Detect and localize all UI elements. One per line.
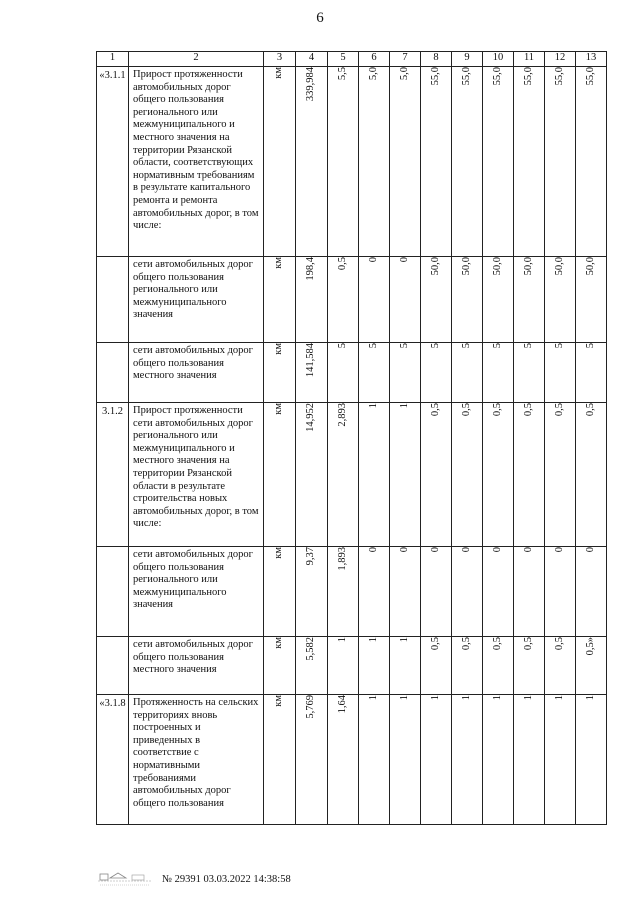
column-header: 1 (97, 52, 129, 67)
row-unit-cell (264, 403, 296, 547)
row-value-cell (328, 695, 359, 825)
row-value: 5 (553, 343, 565, 349)
row-value: 55,0 (491, 67, 503, 86)
row-value-cell (514, 637, 545, 695)
row-value-cell (483, 547, 514, 637)
row-value: 198,4 (305, 257, 317, 281)
row-value-cell (328, 67, 359, 257)
row-value: 55,0 (584, 67, 596, 86)
row-value: 1 (429, 695, 441, 701)
row-unit: км (273, 403, 285, 415)
row-value: 1 (398, 637, 410, 643)
row-value-cell (421, 695, 452, 825)
row-value-cell (483, 695, 514, 825)
row-value: 0 (367, 547, 379, 553)
row-value-cell (421, 403, 452, 547)
row-value: 55,0 (429, 67, 441, 86)
row-value-cell (576, 343, 607, 403)
row-value-cell (483, 257, 514, 343)
row-value: 5,0 (367, 67, 379, 81)
row-value: 1 (367, 637, 379, 643)
row-description: сети автомобильных дорог общего пользования местного значения (129, 343, 264, 403)
row-value-cell (545, 257, 576, 343)
row-code (97, 547, 129, 637)
column-header: 11 (514, 52, 545, 67)
table-row (97, 547, 607, 637)
row-value: 50,0 (460, 257, 472, 276)
row-value-cell (576, 257, 607, 343)
row-value-cell (328, 547, 359, 637)
row-value-cell (359, 637, 390, 695)
row-value: 0,5 (491, 637, 503, 651)
row-value: 5 (398, 343, 410, 349)
row-value-cell (514, 343, 545, 403)
row-value: 0 (398, 547, 410, 553)
table-row (97, 67, 607, 257)
row-value: 1 (398, 695, 410, 701)
row-value: 1 (522, 695, 534, 701)
row-value-cell (390, 67, 421, 257)
row-description: Прирост протяженности сети автомобильных дорог регионального или межмуниципального и местного значения на территории Рязанской области в результате строительства новых автомобильных дорог, в том числе: (129, 403, 264, 547)
row-value-cell (483, 343, 514, 403)
header-row (97, 52, 607, 67)
row-value-cell (296, 257, 328, 343)
row-description: сети автомобильных дорог общего пользования регионального или межмуниципального значения (129, 257, 264, 343)
footer (96, 866, 496, 896)
row-value-cell (390, 343, 421, 403)
row-value-cell (359, 547, 390, 637)
row-value-cell (390, 637, 421, 695)
registration-number: № 29391 03.03.2022 14:38:58 (162, 874, 291, 885)
row-unit: км (273, 547, 285, 559)
column-header: 10 (483, 52, 514, 67)
row-value-cell (514, 67, 545, 257)
row-value-cell (452, 343, 483, 403)
row-value-cell (576, 67, 607, 257)
row-value: 0,5 (491, 403, 503, 417)
table-row (97, 637, 607, 695)
row-code: «3.1.8 (97, 695, 129, 825)
row-unit-cell (264, 257, 296, 343)
row-value: 14,952 (305, 403, 317, 432)
row-value-cell (390, 403, 421, 547)
row-unit: км (273, 67, 285, 79)
row-value: 5 (491, 343, 503, 349)
table-row (97, 257, 607, 343)
row-value: 50,0 (429, 257, 441, 276)
row-value-cell (483, 67, 514, 257)
row-value: 0,5 (460, 403, 472, 417)
row-unit-cell (264, 343, 296, 403)
row-value-cell (545, 547, 576, 637)
row-value-cell (576, 547, 607, 637)
row-value-cell (296, 695, 328, 825)
row-value: 0 (491, 547, 503, 553)
row-value: 5,5 (336, 67, 348, 81)
row-code: «3.1.1 (97, 67, 129, 257)
row-value: 2,893 (336, 403, 348, 427)
row-description: сети автомобильных дорог общего пользования местного значения (129, 637, 264, 695)
row-value-cell (359, 403, 390, 547)
row-value-cell (452, 67, 483, 257)
row-value: 339,984 (305, 67, 317, 102)
row-value-cell (328, 257, 359, 343)
row-value: 50,0 (491, 257, 503, 276)
row-value-cell (359, 257, 390, 343)
row-value: 0,5» (584, 637, 596, 656)
row-value: 0 (553, 547, 565, 553)
row-value: 141,584 (305, 343, 317, 378)
row-value: 0 (522, 547, 534, 553)
row-value-cell (421, 257, 452, 343)
row-description: Протяженность на сельских территориях вновь построенных и приведенных в соответствие с нормативными требованиями автомобильных дорог общего пользования (129, 695, 264, 825)
row-code: 3.1.2 (97, 403, 129, 547)
row-value-cell (452, 695, 483, 825)
row-value: 1,893 (336, 547, 348, 571)
row-value-cell (296, 67, 328, 257)
row-value: 0,5 (584, 403, 596, 417)
row-value: 0,5 (429, 637, 441, 651)
row-value-cell (452, 403, 483, 547)
row-value-cell (514, 695, 545, 825)
row-value: 5 (429, 343, 441, 349)
row-value-cell (545, 343, 576, 403)
row-unit: км (273, 343, 285, 355)
row-value: 5,0 (398, 67, 410, 81)
row-value: 0 (429, 547, 441, 553)
row-value: 5 (584, 343, 596, 349)
row-value-cell (514, 257, 545, 343)
row-value: 0,5 (522, 403, 534, 417)
row-value: 50,0 (553, 257, 565, 276)
row-value-cell (328, 403, 359, 547)
row-value-cell (390, 257, 421, 343)
row-value-cell (359, 695, 390, 825)
row-value-cell (452, 637, 483, 695)
row-value-cell (359, 343, 390, 403)
row-value-cell (296, 403, 328, 547)
row-value-cell (452, 257, 483, 343)
row-value: 0,5 (460, 637, 472, 651)
column-header: 12 (545, 52, 576, 67)
row-value-cell (545, 695, 576, 825)
row-unit-cell (264, 637, 296, 695)
row-value: 1 (367, 695, 379, 701)
row-value: 1 (553, 695, 565, 701)
row-value: 0,5 (336, 257, 348, 271)
page-number: 6 (316, 10, 324, 26)
row-value: 9,37 (305, 547, 317, 566)
row-value: 5 (336, 343, 348, 349)
row-value: 1 (398, 403, 410, 409)
row-value: 1 (367, 403, 379, 409)
row-description: Прирост протяженности автомобильных дорог общего пользования регионального или межмуниципального и местного значения на территории Рязанской области, соответствующих нормативным требованиям в результате капитального ремонта и ремонта автомобильных дорог, в том числе: (129, 67, 264, 257)
row-value-cell (576, 403, 607, 547)
row-value: 55,0 (553, 67, 565, 86)
column-header: 9 (452, 52, 483, 67)
row-unit: км (273, 257, 285, 269)
row-value-cell (359, 67, 390, 257)
column-header: 6 (359, 52, 390, 67)
column-header: 2 (129, 52, 264, 67)
row-value: 1 (336, 637, 348, 643)
row-value-cell (296, 547, 328, 637)
row-value: 0 (460, 547, 472, 553)
row-value: 1 (491, 695, 503, 701)
row-code (97, 257, 129, 343)
row-value: 5 (367, 343, 379, 349)
row-unit-cell (264, 695, 296, 825)
row-value: 0,5 (522, 637, 534, 651)
row-value: 5,582 (305, 637, 317, 661)
table-row (97, 343, 607, 403)
row-value: 0 (398, 257, 410, 263)
row-value-cell (514, 547, 545, 637)
row-value: 0 (367, 257, 379, 263)
row-value-cell (514, 403, 545, 547)
row-value: 5,769 (305, 695, 317, 719)
row-value: 0,5 (553, 637, 565, 651)
column-header: 7 (390, 52, 421, 67)
row-value: 50,0 (522, 257, 534, 276)
row-unit-cell (264, 67, 296, 257)
column-header: 3 (264, 52, 296, 67)
row-value: 5 (460, 343, 472, 349)
table-row (97, 695, 607, 825)
column-header: 8 (421, 52, 452, 67)
row-value: 1 (460, 695, 472, 701)
row-value-cell (545, 637, 576, 695)
row-value-cell (296, 637, 328, 695)
row-value: 0 (584, 547, 596, 553)
row-value-cell (390, 547, 421, 637)
row-value-cell (545, 67, 576, 257)
column-header: 13 (576, 52, 607, 67)
table-row (97, 403, 607, 547)
row-value: 0,5 (553, 403, 565, 417)
row-value: 1 (584, 695, 596, 701)
row-value-cell (452, 547, 483, 637)
row-unit: км (273, 637, 285, 649)
row-value-cell (421, 67, 452, 257)
row-value-cell (328, 343, 359, 403)
row-value-cell (328, 637, 359, 695)
row-value-cell (483, 637, 514, 695)
registration-stamp-icon (96, 868, 154, 890)
row-value: 50,0 (584, 257, 596, 276)
row-description: сети автомобильных дорог общего пользования регионального или межмуниципального значения (129, 547, 264, 637)
column-header: 4 (296, 52, 328, 67)
column-header: 5 (328, 52, 359, 67)
row-value-cell (296, 343, 328, 403)
row-value: 1,64 (336, 695, 348, 714)
row-code (97, 343, 129, 403)
data-table (96, 51, 607, 825)
row-value-cell (421, 637, 452, 695)
row-value-cell (390, 695, 421, 825)
row-value-cell (576, 637, 607, 695)
row-value-cell (545, 403, 576, 547)
row-value-cell (421, 547, 452, 637)
row-unit-cell (264, 547, 296, 637)
row-value: 5 (522, 343, 534, 349)
row-value: 55,0 (522, 67, 534, 86)
row-value-cell (421, 343, 452, 403)
row-unit: км (273, 695, 285, 707)
row-value: 55,0 (460, 67, 472, 86)
row-value-cell (576, 695, 607, 825)
row-code (97, 637, 129, 695)
row-value: 0,5 (429, 403, 441, 417)
row-value-cell (483, 403, 514, 547)
